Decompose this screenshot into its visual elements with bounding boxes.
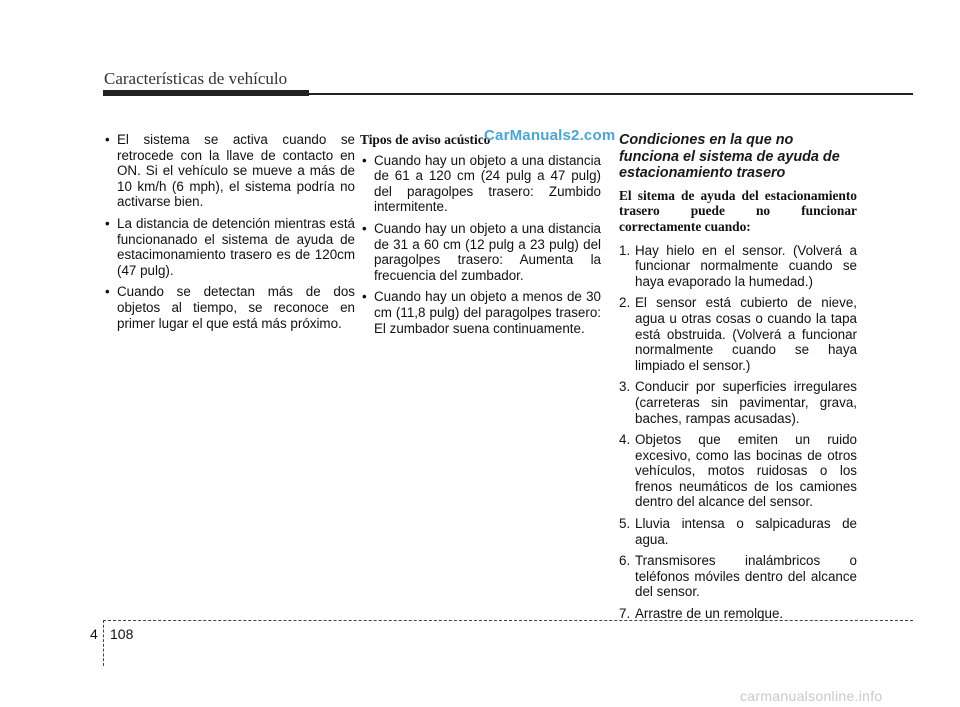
item-number: 6. (619, 553, 631, 569)
item-number: 7. (619, 606, 631, 622)
item-number: 2. (619, 295, 631, 311)
page-header-title: Características de vehículo (104, 69, 288, 88)
chapter-number: 4 (90, 626, 98, 642)
section-heading-aviso: Tipos de aviso acústico (360, 132, 491, 147)
carmanuals-watermark: CarManuals2.com (484, 127, 616, 144)
item-number: 3. (619, 379, 631, 395)
header-rule-thin (309, 93, 913, 95)
item-text: Arrastre de un remolque. (635, 606, 784, 622)
item-text: Conducir por superficies irregulares (carreteras sin pavimentar, grava, baches, rampas acusadas). (635, 379, 857, 426)
item-number: 5. (619, 516, 631, 532)
header-rule-thick (103, 90, 309, 96)
item-text: Lluvia intensa o salpicaduras de agua. (635, 516, 857, 547)
bullet-item: • Cuando hay un objeto a una distancia de 31 a 60 cm (12 pulg a 23 pulg) del paragolpes trasero: Aumenta la frecuencia del zumbador. (360, 221, 601, 283)
bullet-item: • Cuando se detectan más de dos objetos al tiempo, se reconoce en primer lugar el que está más próximo. (103, 284, 355, 331)
footer-dashed-rule (103, 620, 913, 621)
bullet-item: • Cuando hay un objeto a una distancia de 61 a 120 cm (24 pulg a 47 pulg) del paragolpes trasero: Zumbido intermitente. (360, 153, 601, 215)
item-number: 1. (619, 242, 631, 258)
item-text: Objetos que emiten un ruido excesivo, como las bocinas de otros vehículos, motos ruidosas o los frenos neumáticos de los camiones dentro del alcance del sensor. (635, 432, 857, 510)
column-3 (619, 132, 857, 628)
numbered-item (619, 432, 857, 510)
bullet-item: • Cuando hay un objeto a menos de 30 cm (11,8 pulg) del paragolpes trasero: El zumbador suena continuamente. (360, 289, 601, 336)
numbered-item (619, 516, 857, 547)
column-2 (360, 132, 601, 342)
bullet-item: • La distancia de detención mientras está funcionanado el sistema de ayuda de estacimonamiento trasero es de 120cm (47 pulg). (103, 216, 355, 278)
item-text: Hay hielo en el sensor. (Volverá a funcionar normalmente cuando se haya evaporado la humedad.) (635, 242, 857, 289)
page-number: 108 (110, 626, 134, 642)
item-text: Transmisores inalámbricos o teléfonos móviles dentro del alcance del sensor. (635, 553, 857, 600)
numbered-item (619, 295, 857, 373)
column-1 (103, 132, 355, 337)
footer-vertical-dashed-rule (103, 620, 104, 666)
numbered-item (619, 243, 857, 290)
numbered-item (619, 379, 857, 426)
item-text: El sensor está cubierto de nieve, agua u otras cosas o cuando la tapa está obstruida. (Volverá a funcionar normalmente cuando se haya limpiado el sensor.) (635, 295, 857, 373)
item-number: 4. (619, 432, 631, 448)
bullet-item: • El sistema se activa cuando se retrocede con la llave de contacto en ON. Si el vehículo se mueve a más de 10 km/h (6 mph), el sistema podría no activarse bien. (103, 132, 355, 210)
intro-paragraph: El sitema de ayuda del estacionamiento trasero puede no funcionar correctamente cuando: (619, 187, 857, 234)
numbered-item (619, 553, 857, 600)
section-heading-condiciones: Condiciones en la que no funciona el sistema de ayuda de estacionamiento trasero (619, 132, 840, 182)
site-watermark: carmanualsonline.info (740, 688, 883, 704)
